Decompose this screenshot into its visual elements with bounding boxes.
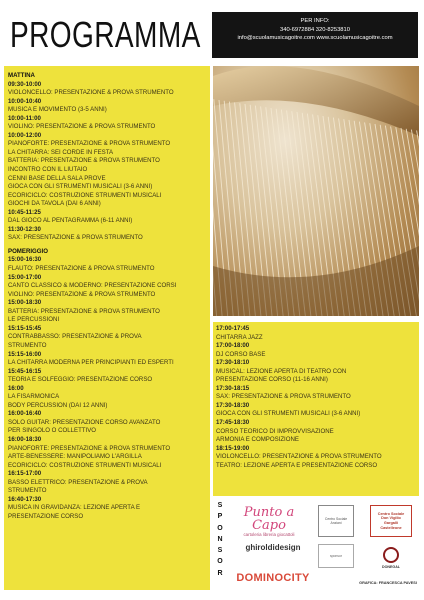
activity-item: LA FISARMONICA [8, 393, 60, 401]
activity-item: ECORICICLO: COSTRUZIONE STRUMENTI MUSICALI [8, 461, 162, 469]
activity-item: DAL GIOCO AL PENTAGRAMMA (6-11 ANNI) [8, 217, 133, 225]
activity-item: INCONTRO CON IL LIUTAIO [8, 166, 88, 174]
activity-item: VIOLONCELLO: PRESENTAZIONE & PROVA STRUMENTO [8, 89, 174, 97]
info-label: PER INFO: [300, 18, 330, 24]
centro-sociale-logo [370, 505, 412, 537]
activity-item: BATTERIA: PRESENTAZIONE & PROVA STRUMENTO [8, 307, 160, 315]
activity-item: PRESENTAZIONE CORSO (11-16 ANNI) [216, 376, 328, 384]
activity-item: CONTRABBASSO: PRESENTAZIONE & PROVA [8, 333, 142, 341]
sponsor-vertical-label [215, 500, 225, 579]
activity-item: CENNI BASE DELLA SALA PROVE [8, 174, 106, 182]
activity-item: PRESENTAZIONE CORSO [8, 512, 84, 520]
activity-item: CORSO TEORICO DI IMPROVVISAZIONE [216, 427, 334, 435]
time-slot: 10:00-11:00 [8, 114, 41, 122]
activity-item: VIOLINO: PRESENTAZIONE & PROVA STRUMENTO [8, 290, 156, 298]
sponsor-letter: O [217, 524, 223, 532]
time-slot: 09:30-10:00 [8, 80, 42, 88]
centro2-line: Don Vigilio [381, 516, 401, 521]
activity-item: BATTERIA: PRESENTAZIONE & PROVA STRUMENTO [8, 157, 160, 165]
activity-item: CHITARRA JAZZ [216, 333, 263, 341]
donegal-logo [372, 543, 410, 573]
page-title: PROGRAMMA [10, 14, 201, 55]
section-heading: POMERIGGIO [8, 247, 48, 255]
activity-item: VIOLINO: PRESENTAZIONE & PROVA STRUMENTO [8, 123, 156, 131]
activity-item: SAX: PRESENTAZIONE & PROVA STRUMENTO [216, 393, 351, 401]
time-slot: 16:15-17:00 [8, 470, 42, 478]
activity-item: SAX: PRESENTAZIONE & PROVA STRUMENTO [8, 234, 143, 242]
activity-item: ARMONIA E COMPOSIZIONE [216, 436, 299, 444]
centro-anziani-logo [318, 505, 354, 537]
time-slot: 17:30-18:30 [216, 401, 250, 409]
activity-item: FLAUTO: PRESENTAZIONE & PROVA STRUMENTO [8, 265, 155, 273]
time-slot: 16:00-18:30 [8, 435, 42, 443]
credit-text: GRAFICA: FRANCESCA PAVESI [359, 581, 417, 585]
time-slot: 10:00-12:00 [8, 131, 42, 139]
activity-item: STRUMENTO [8, 487, 47, 495]
time-slot: 16:40-17:30 [8, 495, 42, 503]
donegal-text: DONEGAL [382, 565, 400, 569]
time-slot: 16:00-16:40 [8, 410, 42, 418]
harp-photo [213, 66, 419, 316]
activity-item: LA CHITARRA: SEI CORDE IN FESTA [8, 148, 114, 156]
centro1-text: Centro Sociale Anziani [324, 517, 348, 525]
sponsor-letter: N [217, 535, 223, 543]
punto-sub-text: cartoleria libreria giocattoli [243, 531, 295, 537]
dominocity-logo: DOMINOCITY [236, 572, 310, 584]
activity-item: GIOCA CON GLI STRUMENTI MUSICALI (3-6 ANNI) [8, 183, 153, 191]
time-slot: 15:00-17:00 [8, 273, 42, 281]
time-slot: 11:30-12:30 [8, 225, 41, 233]
activity-item: PIANOFORTE: PRESENTAZIONE & PROVA STRUMENTO [8, 444, 171, 452]
activity-item: BASSO ELETTRICO: PRESENTAZIONE & PROVA [8, 478, 148, 486]
activity-item: MUSICA E MOVIMENTO (3-5 ANNI) [8, 106, 107, 114]
activity-item: VIOLONCELLO: PRESENTAZIONE & PROVA STRUMENTO [216, 453, 382, 461]
schedule-list-left [8, 72, 208, 521]
time-slot: 17:30-18:10 [216, 359, 250, 367]
activity-item: LA CHITARRA MODERNA PER PRINCIPIANTI ED ESPERTI [8, 359, 174, 367]
section-heading: MATTINA [8, 72, 35, 79]
time-slot: 10:45-11:25 [8, 208, 41, 216]
info-box [212, 12, 418, 58]
activity-item: DJ CORSO BASE [216, 350, 266, 358]
activity-item: PER SINGOLO O COLLETTIVO [8, 427, 97, 435]
punto-main-text: Punto a Capo [243, 504, 295, 533]
sponsor-letter: P [217, 513, 223, 521]
activity-item: ARTE-BENESSERE: MANIPOLIAMO L'ARGILLA [8, 453, 142, 461]
activity-item: MUSICAL: LEZIONE APERTA DI TEATRO CON [216, 367, 347, 375]
info-contacts[interactable]: info@scuolamusicagoitre.com www.scuolamusicagoitre.com [237, 35, 393, 42]
schedule-list-right [216, 325, 416, 470]
activity-item: BODY PERCUSSION (DAI 12 ANNI) [8, 401, 108, 409]
centro2-line: Castelleone [380, 525, 402, 530]
activity-item: TEATRO: LEZIONE APERTA E PRESENTAZIONE CORSO [216, 461, 378, 469]
ghiroldi-design-logo: ghiroldidesign [245, 542, 301, 552]
time-slot: 17:45-18:30 [216, 419, 250, 427]
activity-item: LE PERCUSSIONI [8, 316, 60, 324]
activity-item: TEORIA E SOLFEGGIO: PRESENTAZIONE CORSO [8, 376, 153, 384]
harp-strings-image [213, 66, 419, 316]
centro2-line: Gargalli [383, 521, 399, 525]
sponsor-letter: R [217, 569, 223, 577]
activity-item: GIOCHI DA TAVOLA (DAI 6 ANNI) [8, 200, 101, 208]
info-phones: 340-6972884 320-8253810 [280, 26, 350, 33]
time-slot: 16:00 [8, 384, 24, 392]
sponsor-letter: S [217, 547, 223, 555]
sponsor-letter: S [217, 502, 223, 509]
time-slot: 15:15-15:45 [8, 324, 42, 332]
time-slot: 18:15-19:00 [216, 444, 250, 452]
time-slot: 17:00-18:00 [216, 342, 250, 350]
time-slot: 15:15-16:00 [8, 350, 42, 358]
time-slot: 15:00-18:30 [8, 299, 42, 307]
activity-item: GIOCA CON GLI STRUMENTI MUSICALI (3-6 ANNI) [216, 410, 361, 418]
time-slot: 17:00-17:45 [216, 325, 250, 332]
sponsor-small-logo: sponsor [318, 544, 354, 568]
time-slot: 15:00-16:30 [8, 256, 42, 264]
punto-a-capo-logo [230, 505, 308, 537]
activity-item: STRUMENTO [8, 341, 47, 349]
centro2-line: Centro Sociale [377, 511, 405, 516]
activity-item: PIANOFORTE: PRESENTAZIONE & PROVA STRUMENTO [8, 140, 171, 148]
activity-item: CANTO CLASSICO & MODERNO: PRESENTAZIONE CORSI [8, 282, 177, 290]
activity-item: ECORICICLO: COSTRUZIONE STRUMENTI MUSICALI [8, 191, 162, 199]
activity-item: SOLO GUITAR: PRESENTAZIONE CORSO AVANZATO [8, 418, 161, 426]
time-slot: 15:45-16:15 [8, 367, 42, 375]
time-slot: 10:00-10:40 [8, 97, 42, 105]
time-slot: 17:30-18:15 [216, 384, 250, 392]
donegal-crest-icon [383, 547, 399, 563]
sponsor-letter: O [217, 558, 223, 566]
activity-item: MUSICA IN GRAVIDANZA: LEZIONE APERTA E [8, 504, 141, 512]
